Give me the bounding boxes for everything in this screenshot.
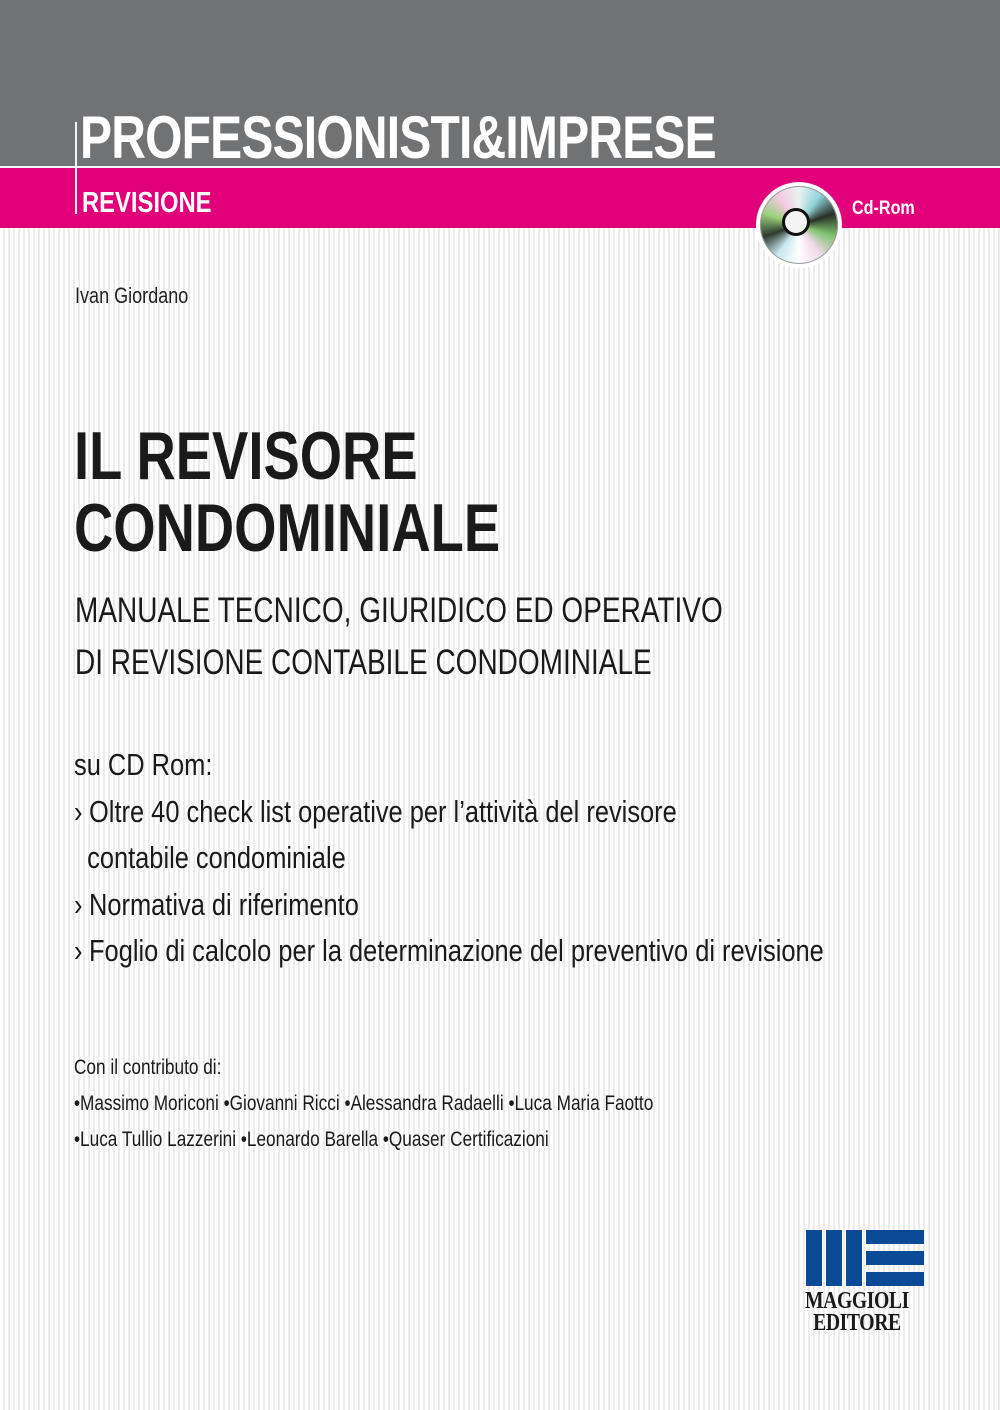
- cd-contents-item: › Oltre 40 check list operative per l’attività del revisore: [74, 789, 824, 836]
- contributor-name: • Leonardo Barella: [241, 1128, 378, 1151]
- contributor-name: • Luca Tullio Lazzerini: [74, 1128, 236, 1151]
- contributor-name: • Luca Maria Faotto: [508, 1092, 653, 1115]
- series-category: REVISIONE: [82, 187, 212, 219]
- publisher-name: [805, 1290, 909, 1334]
- book-subtitle-line-1: MANUALE TECNICO, GIURIDICO ED OPERATIVO: [75, 591, 723, 630]
- publisher-name-line-1: MAGGIOLI: [805, 1288, 909, 1314]
- book-title: [74, 420, 500, 564]
- cd-rom-icon: [756, 182, 842, 268]
- contributor-name: • Giovanni Ricci: [224, 1092, 340, 1115]
- cd-contents-item: › Foglio di calcolo per la determinazione del preventivo di revisione: [74, 928, 824, 975]
- cd-contents-list: [74, 742, 824, 975]
- contributors-heading: Con il contributo di:: [74, 1056, 222, 1079]
- contributors-row-2: [74, 1122, 653, 1158]
- cd-disc-hole: [782, 208, 810, 236]
- cd-contents-heading: su CD Rom:: [74, 747, 213, 782]
- contributors-row-1: [74, 1086, 653, 1122]
- contributor-name: • Massimo Moriconi: [74, 1092, 219, 1115]
- series-name: PROFESSIONISTI&IMPRESE: [80, 104, 716, 171]
- logo-bar: [846, 1230, 862, 1286]
- book-title-line-1: IL REVISORE: [74, 418, 418, 494]
- book-subtitle-line-2: DI REVISIONE CONTABILE CONDOMINIALE: [75, 643, 652, 682]
- logo-bar: [866, 1251, 924, 1265]
- book-title-line-2: CONDOMINIALE: [74, 490, 501, 566]
- contributors-block: [74, 1050, 653, 1158]
- author-name: Ivan Giordano: [75, 283, 189, 308]
- header-divider-line: [75, 122, 77, 214]
- cd-rom-badge-label: Cd-Rom: [852, 198, 915, 219]
- cd-contents-item: › Normativa di riferimento: [74, 882, 824, 929]
- logo-bar: [866, 1230, 924, 1244]
- logo-bar: [866, 1272, 924, 1286]
- cd-contents-item-continuation: contabile condominiale: [87, 840, 346, 875]
- logo-bar: [806, 1230, 822, 1286]
- contributor-name: • Quaser Certificazioni: [383, 1128, 549, 1151]
- publisher-logo-icon: [806, 1230, 924, 1286]
- logo-bar: [826, 1230, 842, 1286]
- book-subtitle: [75, 585, 723, 689]
- contributor-name: • Alessandra Radaelli: [344, 1092, 503, 1115]
- publisher-name-line-2: EDITORE: [813, 1310, 901, 1336]
